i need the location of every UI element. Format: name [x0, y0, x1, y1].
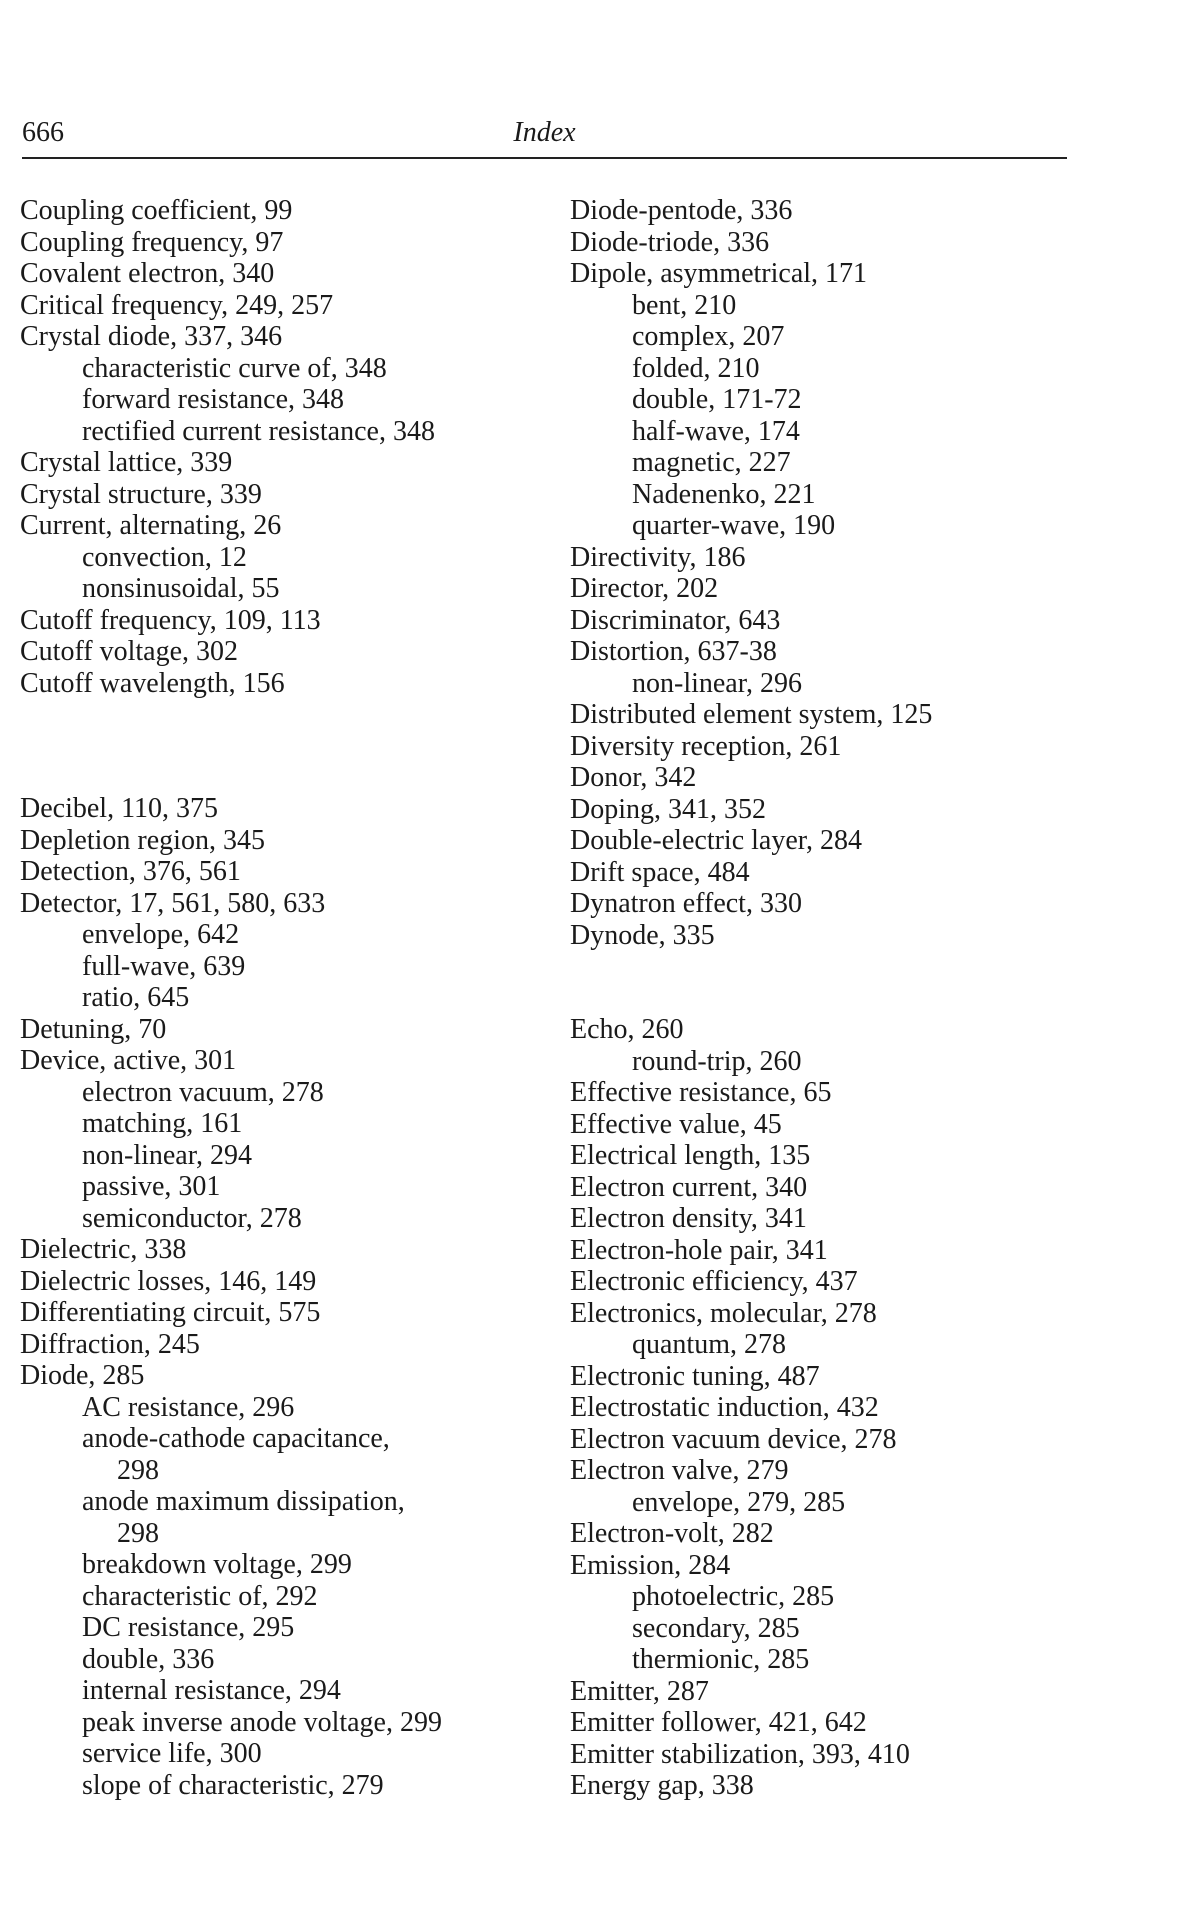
index-entry [20, 605, 540, 637]
index-entry [20, 227, 540, 259]
entry-text: Cutoff voltage, 302 [20, 636, 239, 667]
entry-text: Effective value, 45 [570, 1108, 782, 1140]
index-entry [20, 258, 540, 290]
entry-text: Electrical length, 135 [570, 1140, 811, 1171]
index-entry [570, 1361, 1070, 1393]
entry-text: quarter-wave, 190 [632, 510, 836, 541]
entry-text: Discriminator, 643 [570, 604, 781, 636]
entry-text: ratio, 645 [82, 982, 190, 1013]
entry-text: half-wave, 174 [632, 415, 800, 447]
index-subentry [570, 1487, 1070, 1519]
entry-text: Electron-volt, 282 [570, 1518, 774, 1549]
index-subentry [20, 1108, 540, 1140]
index-subentry [570, 447, 1070, 479]
entry-text: Diode-pentode, 336 [570, 195, 793, 226]
entry-text: internal resistance, 294 [82, 1675, 341, 1706]
entry-text: Covalent electron, 340 [20, 258, 275, 289]
entry-text: round-trip, 260 [632, 1045, 802, 1077]
entry-text: Nadenenko, 221 [632, 478, 816, 510]
index-subentry [20, 573, 540, 605]
group-spacer [570, 951, 1070, 1014]
index-entry [20, 321, 540, 353]
entry-text: Diversity reception, 261 [570, 730, 842, 762]
entry-continuation: 298 [117, 1517, 159, 1549]
entry-text: breakdown voltage, 299 [82, 1549, 352, 1580]
group-spacer [20, 699, 540, 793]
index-entry [570, 1203, 1070, 1235]
entry-text: anode-cathode capacitance, [82, 1423, 390, 1454]
index-subentry [570, 1613, 1070, 1645]
entry-text: DC resistance, 295 [82, 1612, 295, 1643]
index-entry [570, 857, 1070, 889]
index-subentry [20, 384, 540, 416]
entry-text: Emitter stabilization, 393, 410 [570, 1738, 910, 1770]
index-group [20, 793, 540, 1801]
entry-text: Detection, 376, 561 [20, 856, 241, 887]
entry-text: bent, 210 [632, 289, 737, 321]
index-entry [570, 825, 1070, 857]
index-subentry [20, 353, 540, 385]
entry-text: Device, active, 301 [20, 1045, 237, 1076]
entry-text: Distributed element system, 125 [570, 699, 933, 730]
index-group [570, 1014, 1070, 1802]
entry-text: Emitter follower, 421, 642 [570, 1707, 867, 1738]
index-subentry [20, 1675, 540, 1707]
index-entry [20, 195, 540, 227]
entry-text: Crystal lattice, 339 [20, 447, 233, 478]
index-subentry [20, 1203, 540, 1235]
index-entry [570, 888, 1070, 920]
index-entry [20, 290, 540, 322]
index-subentry [570, 321, 1070, 353]
entry-text: Crystal diode, 337, 346 [20, 321, 283, 352]
index-subentry [20, 1770, 540, 1802]
entry-continuation: 298 [117, 1454, 159, 1486]
index-column-right [570, 195, 1070, 1802]
running-head: Index [513, 117, 576, 148]
entry-text: Differentiating circuit, 575 [20, 1297, 321, 1328]
entry-text: double, 171-72 [632, 384, 802, 415]
index-entry [570, 1140, 1070, 1172]
index-entry [570, 1266, 1070, 1298]
index-entry [570, 1392, 1070, 1424]
index-entry [20, 1234, 540, 1266]
entry-text: Director, 202 [570, 573, 719, 604]
entry-text: Current, alternating, 26 [20, 510, 282, 541]
entry-text: Electron vacuum device, 278 [570, 1423, 897, 1455]
entry-text: Dynode, 335 [570, 919, 715, 951]
index-subentry [570, 290, 1070, 322]
entry-text: non-linear, 296 [632, 667, 802, 699]
index-subentry [570, 1046, 1070, 1078]
index-entry [570, 605, 1070, 637]
index-column-left [20, 195, 540, 1801]
entry-text: Detuning, 70 [20, 1013, 167, 1045]
entry-text: magnetic, 227 [632, 447, 791, 478]
entry-text: Donor, 342 [570, 762, 697, 793]
index-subentry [20, 542, 540, 574]
entry-text: peak inverse anode voltage, 299 [82, 1706, 442, 1738]
entry-text: characteristic curve of, 348 [82, 352, 387, 384]
entry-text: double, 336 [82, 1643, 215, 1675]
entry-text: Drift space, 484 [570, 856, 750, 888]
index-entry [570, 1235, 1070, 1267]
index-entry [570, 258, 1070, 290]
entry-text: Diode-triode, 336 [570, 226, 770, 258]
entry-text: non-linear, 294 [82, 1139, 252, 1171]
entry-text: Decibel, 110, 375 [20, 793, 219, 824]
index-entry [20, 447, 540, 479]
index-subentry [20, 1707, 540, 1739]
entry-text: thermionic, 285 [632, 1644, 810, 1675]
index-entry [570, 1676, 1070, 1708]
index-entry [570, 1172, 1070, 1204]
index-subentry [20, 1171, 540, 1203]
index-entry [20, 793, 540, 825]
entry-text: Energy gap, 338 [570, 1770, 754, 1801]
index-entry [570, 573, 1070, 605]
index-entry [570, 542, 1070, 574]
index-subentry [20, 1549, 540, 1581]
index-entry [570, 1739, 1070, 1771]
entry-text: AC resistance, 296 [82, 1391, 295, 1423]
index-subentry [570, 668, 1070, 700]
index-entry [20, 888, 540, 920]
index-entry [20, 856, 540, 888]
index-entry [570, 1455, 1070, 1487]
index-subentry [20, 1738, 540, 1770]
entry-text: matching, 161 [82, 1108, 243, 1139]
page-header [22, 115, 1067, 159]
entry-text: convection, 12 [82, 541, 247, 573]
index-subentry [20, 1140, 540, 1172]
entry-text: Electron-hole pair, 341 [570, 1234, 828, 1266]
entry-text: Emitter, 287 [570, 1675, 709, 1707]
index-entry [570, 636, 1070, 668]
entry-text: Electrostatic induction, 432 [570, 1392, 879, 1423]
entry-text: full-wave, 639 [82, 950, 246, 982]
entry-text: Dipole, asymmetrical, 171 [570, 258, 868, 289]
entry-text: complex, 207 [632, 321, 785, 352]
index-subentry [570, 1644, 1070, 1676]
entry-text: Electron current, 340 [570, 1171, 808, 1203]
entry-text: Coupling frequency, 97 [20, 226, 284, 258]
entry-text: quantum, 278 [632, 1329, 786, 1360]
index-subentry [570, 384, 1070, 416]
entry-text: Electronics, molecular, 278 [570, 1297, 877, 1329]
entry-text: Electronic efficiency, 437 [570, 1266, 858, 1297]
index-subentry [20, 1486, 540, 1549]
index-group [20, 195, 540, 699]
entry-text: Distortion, 637-38 [570, 636, 777, 667]
index-entry [20, 1045, 540, 1077]
index-entry [20, 668, 540, 700]
entry-text: Diffraction, 245 [20, 1328, 200, 1360]
index-entry [570, 762, 1070, 794]
index-subentry [20, 1423, 540, 1486]
page-number: 666 [22, 117, 64, 148]
entry-text: nonsinusoidal, 55 [82, 573, 280, 604]
entry-text: semiconductor, 278 [82, 1202, 302, 1234]
entry-text: Electron density, 341 [570, 1203, 807, 1234]
entry-text: characteristic of, 292 [82, 1580, 318, 1612]
index-entry [20, 825, 540, 857]
entry-text: passive, 301 [82, 1171, 221, 1202]
index-entry [570, 227, 1070, 259]
entry-text: slope of characteristic, 279 [82, 1769, 384, 1801]
index-subentry [20, 1612, 540, 1644]
entry-text: Doping, 341, 352 [570, 793, 766, 825]
entry-text: Electronic tuning, 487 [570, 1360, 820, 1392]
index-entry [570, 1109, 1070, 1141]
entry-text: Crystal structure, 339 [20, 478, 262, 510]
entry-text: forward resistance, 348 [82, 384, 345, 415]
entry-text: Dielectric losses, 146, 149 [20, 1265, 317, 1297]
entry-text: Cutoff frequency, 109, 113 [20, 604, 321, 636]
entry-text: Emission, 284 [570, 1549, 731, 1581]
entry-text: Echo, 260 [570, 1014, 684, 1045]
index-entry [20, 1266, 540, 1298]
index-entry [570, 1770, 1070, 1802]
entry-text: envelope, 642 [82, 919, 240, 950]
entry-text: Depletion region, 345 [20, 824, 265, 856]
entry-text: secondary, 285 [632, 1612, 800, 1644]
index-entry [20, 1014, 540, 1046]
index-subentry [20, 1392, 540, 1424]
entry-text: service life, 300 [82, 1738, 262, 1769]
index-entry [20, 1329, 540, 1361]
entry-text: Effective resistance, 65 [570, 1077, 832, 1108]
index-subentry [20, 951, 540, 983]
index-group [570, 195, 1070, 951]
index-entry [20, 1297, 540, 1329]
index-subentry [570, 416, 1070, 448]
index-subentry [570, 353, 1070, 385]
index-subentry [570, 1329, 1070, 1361]
entry-text: photoelectric, 285 [632, 1581, 835, 1612]
index-entry [570, 195, 1070, 227]
index-entry [570, 1298, 1070, 1330]
entry-text: Detector, 17, 561, 580, 633 [20, 887, 326, 919]
entry-text: Dielectric, 338 [20, 1234, 187, 1265]
index-entry [20, 510, 540, 542]
entry-text: Electron valve, 279 [570, 1455, 789, 1486]
index-entry [570, 1014, 1070, 1046]
index-subentry [20, 1644, 540, 1676]
index-subentry [20, 416, 540, 448]
index-entry [570, 1077, 1070, 1109]
index-subentry [20, 1077, 540, 1109]
index-entry [20, 636, 540, 668]
index-entry [570, 1424, 1070, 1456]
entry-text: Coupling coefficient, 99 [20, 195, 293, 226]
index-subentry [570, 1581, 1070, 1613]
index-subentry [570, 479, 1070, 511]
entry-text: Double-electric layer, 284 [570, 825, 862, 856]
index-entry [570, 731, 1070, 763]
entry-text: Dynatron effect, 330 [570, 888, 802, 919]
entry-text: anode maximum dissipation, [82, 1486, 405, 1517]
index-entry [570, 1518, 1070, 1550]
entry-text: folded, 210 [632, 352, 760, 384]
index-entry [20, 479, 540, 511]
index-subentry [570, 510, 1070, 542]
entry-text: Critical frequency, 249, 257 [20, 289, 334, 321]
entry-text: envelope, 279, 285 [632, 1486, 846, 1518]
index-entry [570, 1550, 1070, 1582]
index-entry [570, 920, 1070, 952]
index-entry [570, 1707, 1070, 1739]
entry-text: rectified current resistance, 348 [82, 415, 435, 447]
index-subentry [20, 1581, 540, 1613]
entry-text: Diode, 285 [20, 1360, 145, 1391]
index-entry [20, 1360, 540, 1392]
entry-text: Directivity, 186 [570, 541, 746, 573]
entry-text: Cutoff wavelength, 156 [20, 667, 285, 699]
index-entry [570, 699, 1070, 731]
entry-text: electron vacuum, 278 [82, 1076, 324, 1108]
index-entry [570, 794, 1070, 826]
index-subentry [20, 982, 540, 1014]
index-subentry [20, 919, 540, 951]
